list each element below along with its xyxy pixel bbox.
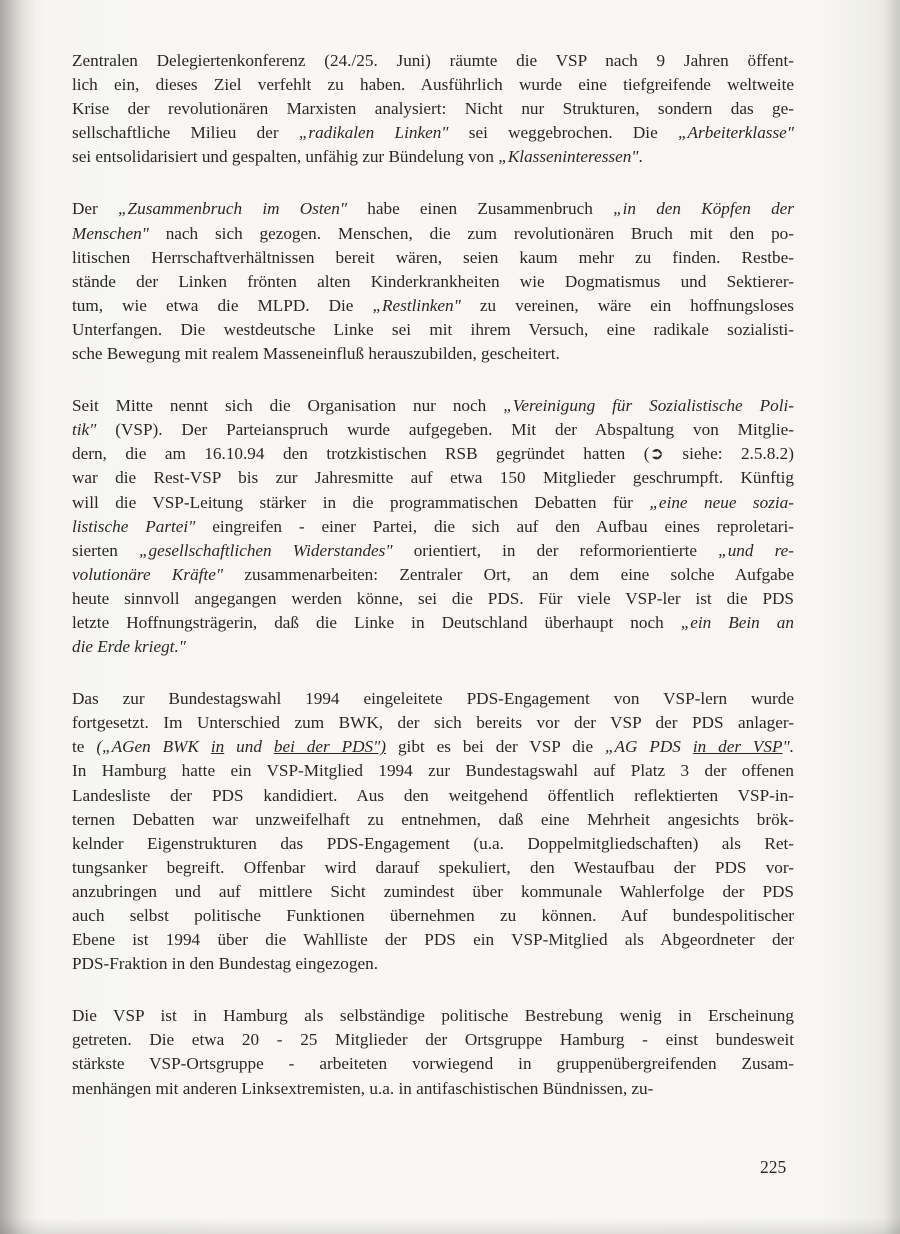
underlined-text: in der VSP bbox=[692, 737, 783, 757]
text-segment: . bbox=[638, 147, 643, 167]
text-segment: sellschaftliche Milieu der bbox=[72, 123, 299, 143]
text-segment: sei weggebrochen. Die bbox=[448, 123, 678, 143]
text-segment: tum, wie etwa die MLPD. Die bbox=[72, 295, 373, 315]
text-line bbox=[72, 97, 794, 121]
text-line bbox=[72, 563, 794, 587]
italic-text: „Klasseninteressen" bbox=[498, 147, 639, 167]
text-segment: Die VSP ist in Hamburg als selbständige politische Bestrebung wenig in Erscheinung bbox=[72, 1006, 794, 1026]
paragraph bbox=[72, 197, 794, 366]
text-line bbox=[72, 270, 794, 294]
text-segment: war die Rest-VSP bis zur Jahresmitte auf etwa 150 Mitglieder geschrumpft. Künftig bbox=[72, 468, 794, 488]
text-segment: litischen Herrschaftverhältnissen bereit wären, seien kaum mehr zu finden. Restbe- bbox=[72, 247, 794, 267]
italic-text: „ein Bein an bbox=[680, 612, 794, 632]
italic-text: „eine neue sozia- bbox=[649, 492, 794, 512]
text-segment: kelnder Eigenstrukturen das PDS-Engagement (u.a. Doppelmitgliedschaften) als Ret- bbox=[72, 833, 794, 853]
text-line bbox=[72, 587, 794, 611]
text-line bbox=[72, 928, 794, 952]
underlined-text: bei der PDS") bbox=[273, 737, 387, 757]
text-segment: Unterfangen. Die westdeutsche Linke sei mit ihrem Versuch, eine radikale sozialisti- bbox=[72, 319, 794, 339]
text-segment: letzte Hoffnungsträgerin, daß die Linke in Deutschland überhaupt noch bbox=[72, 612, 681, 632]
page-bottom-shadow bbox=[0, 1218, 900, 1234]
italic-text: „Vereinigung für Sozialistische Poli- bbox=[503, 396, 794, 416]
text-line bbox=[72, 904, 794, 928]
text-segment: Zentralen Delegiertenkonferenz (24./25. Juni) räumte die VSP nach 9 Jahren öffent- bbox=[72, 51, 794, 70]
italic-text bbox=[211, 737, 224, 756]
text-line bbox=[72, 635, 794, 659]
text-line bbox=[72, 342, 794, 366]
text-segment: nach sich gezogen. Menschen, die zum revolutionären Bruch mit den po- bbox=[148, 223, 794, 243]
text-line bbox=[72, 294, 794, 318]
text-line bbox=[72, 1052, 794, 1076]
text-line bbox=[72, 491, 794, 515]
text-segment: Landesliste der PDS kandidiert. Aus den weitgehend öffentlich reflektierten VSP-in- bbox=[72, 785, 794, 805]
text-segment: sierten bbox=[72, 540, 139, 560]
text-line bbox=[72, 1004, 794, 1028]
text-line bbox=[72, 808, 794, 832]
text-segment: Das zur Bundestagswahl 1994 eingeleitete PDS-Engagement von VSP-lern wurde bbox=[72, 689, 794, 709]
text-segment: sei entsolidarisiert und gespalten, unfähig zur Bündelung von bbox=[72, 147, 499, 167]
italic-text: „Restlinken" bbox=[372, 295, 461, 315]
paragraph bbox=[72, 394, 794, 659]
text-line bbox=[72, 711, 794, 735]
italic-text bbox=[274, 737, 386, 756]
text-segment: auch selbst politische Funktionen übernehmen zu können. Auf bundespolitischer bbox=[72, 906, 794, 925]
text-line bbox=[72, 784, 794, 808]
italic-text: („AGen BWK bbox=[96, 737, 211, 757]
text-line bbox=[72, 222, 794, 246]
text-segment: (VSP). Der Parteianspruch wurde aufgegeben. Mit der Abspaltung von Mitglie- bbox=[96, 420, 794, 440]
text-line bbox=[72, 73, 794, 97]
text-segment: anzubringen und auf mittlere Sicht zumindest über kommunale Wahlerfolge der PDS bbox=[72, 881, 794, 901]
italic-text: listische Partei" bbox=[72, 516, 196, 536]
italic-text: „und re- bbox=[718, 540, 794, 560]
italic-text: „Arbeiterklasse" bbox=[677, 123, 794, 143]
page-number: 225 bbox=[760, 1157, 787, 1177]
italic-text: Menschen" bbox=[72, 223, 149, 243]
text-segment: menhängen mit anderen Linksextremisten, u.a. in antifaschistischen Bündnissen, zu- bbox=[72, 1078, 654, 1098]
text-segment: te bbox=[72, 737, 97, 757]
text-segment: heute sinnvoll angegangen werden könne, sei die PDS. Für viele VSP-ler ist die PDS bbox=[72, 588, 794, 608]
text-segment: ternen Debatten war unzweifelhaft zu entnehmen, daß eine Mehrheit angesichts brök- bbox=[72, 809, 794, 829]
italic-text: „gesellschaftlichen Widerstandes" bbox=[138, 540, 393, 560]
text-segment: PDS-Fraktion in den Bundestag eingezogen. bbox=[72, 954, 378, 974]
body-text bbox=[72, 49, 794, 1129]
italic-text: „Zusammenbruch im Osten" bbox=[117, 199, 348, 219]
text-line bbox=[72, 880, 794, 904]
text-segment: Seit Mitte nennt sich die Organisation nur noch bbox=[72, 396, 504, 416]
text-line bbox=[72, 687, 794, 711]
paragraph bbox=[72, 49, 794, 169]
italic-text: volutionäre Kräfte" bbox=[72, 564, 224, 584]
underlined-text: in bbox=[210, 737, 225, 757]
italic-text: ". bbox=[782, 737, 794, 757]
text-segment: Ebene ist 1994 über die Wahlliste der PDS ein VSP-Mitglied als Abgeordneter der bbox=[72, 930, 794, 950]
text-segment: tungsanker begreift. Offenbar wird darauf spekuliert, den Westaufbau der PDS vor- bbox=[72, 857, 794, 877]
text-line bbox=[72, 856, 794, 880]
paragraph bbox=[72, 1004, 794, 1100]
binding-shadow bbox=[0, 0, 36, 1234]
text-segment: fortgesetzt. Im Unterschied zum BWK, der sich bereits vor der VSP der PDS anlager- bbox=[72, 713, 794, 733]
page-edge-shadow bbox=[884, 0, 900, 1234]
text-line bbox=[72, 466, 794, 490]
text-line bbox=[72, 197, 794, 221]
text-segment: zusammenarbeiten: Zentraler Ort, an dem eine solche Aufgabe bbox=[223, 564, 794, 584]
text-segment: habe einen Zusammenbruch bbox=[347, 199, 614, 219]
text-segment: sche Bewegung mit realem Masseneinfluß herauszubilden, gescheitert. bbox=[72, 344, 560, 364]
italic-text: „in den Köpfen der bbox=[613, 199, 794, 219]
text-line bbox=[72, 442, 794, 466]
text-segment: lich ein, dieses Ziel verfehlt zu haben. Ausführlich wurde eine tiefgreifende weltweite bbox=[72, 75, 794, 95]
text-line bbox=[72, 1028, 794, 1052]
text-line bbox=[72, 418, 794, 442]
text-line bbox=[72, 611, 794, 635]
text-segment: stände der Linken frönten alten Kinderkrankheiten wie Dogmatismus und Sektierer- bbox=[72, 271, 794, 291]
text-segment: orientiert, in der reformorientierte bbox=[392, 540, 719, 560]
text-segment: stärkste VSP-Ortsgruppe - arbeiteten vorwiegend in gruppenübergreifenden Zusam- bbox=[72, 1054, 794, 1074]
italic-text: die Erde kriegt." bbox=[72, 637, 186, 657]
text-segment: In Hamburg hatte ein VSP-Mitglied 1994 zur Bundestagswahl auf Platz 3 der offenen bbox=[72, 761, 794, 781]
text-line bbox=[72, 246, 794, 270]
paragraph bbox=[72, 687, 794, 976]
italic-text: und bbox=[224, 737, 274, 757]
text-line bbox=[72, 759, 794, 783]
text-line bbox=[72, 394, 794, 418]
text-line bbox=[72, 515, 794, 539]
text-line bbox=[72, 145, 794, 169]
text-segment: dern, die am 16.10.94 den trotzkistischen RSB gegründet hatten (➲ siehe: 2.5.8.2) bbox=[72, 444, 794, 464]
italic-text: „radikalen Linken" bbox=[298, 123, 449, 143]
text-line bbox=[72, 539, 794, 563]
text-line bbox=[72, 735, 794, 759]
text-line bbox=[72, 49, 794, 73]
text-line bbox=[72, 121, 794, 145]
italic-text bbox=[693, 737, 783, 756]
italic-text: „AG PDS bbox=[605, 737, 693, 757]
text-line bbox=[72, 1077, 794, 1101]
text-segment: zu vereinen, wäre ein hoffnungsloses bbox=[460, 295, 794, 315]
italic-text: tik" bbox=[72, 420, 97, 440]
text-segment: getreten. Die etwa 20 - 25 Mitglieder der Ortsgruppe Hamburg - einst bundesweit bbox=[72, 1030, 794, 1050]
text-segment: gibt es bei der VSP die bbox=[386, 737, 605, 757]
text-line bbox=[72, 318, 794, 342]
text-line bbox=[72, 832, 794, 856]
text-segment: Der bbox=[72, 199, 118, 219]
text-segment: Krise der revolutionären Marxisten analysiert: Nicht nur Strukturen, sondern das ge- bbox=[72, 99, 794, 119]
text-segment: will die VSP-Leitung stärker in die programmatischen Debatten für bbox=[72, 492, 650, 512]
text-segment: eingreifen - einer Partei, die sich auf den Aufbau eines reproletari- bbox=[195, 516, 794, 536]
text-line bbox=[72, 952, 794, 976]
